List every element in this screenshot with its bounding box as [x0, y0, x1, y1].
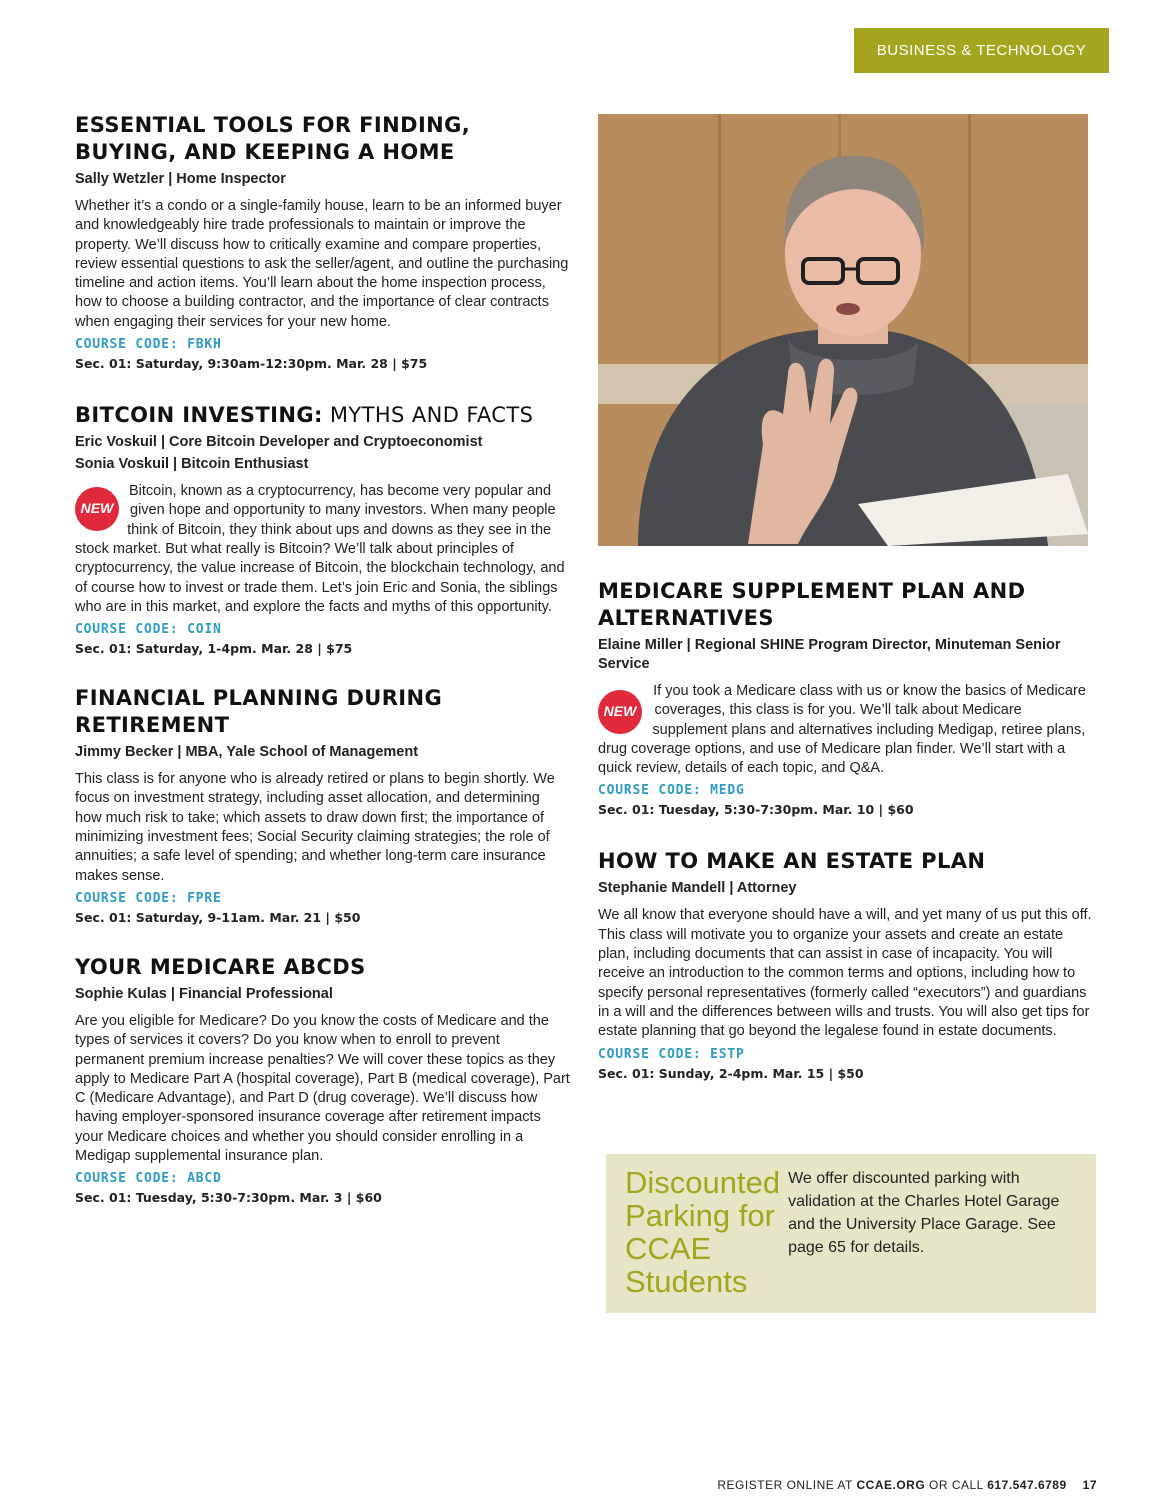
- left-column: [75, 112, 570, 1234]
- course-instructor: Elaine Miller | Regional SHINE Program Director, Minuteman Senior Service: [598, 637, 1061, 672]
- footer-website-link[interactable]: CCAE.ORG: [856, 1478, 926, 1492]
- course-coin: [75, 402, 570, 658]
- course-section: Sec. 01: Sunday, 2-4pm. Mar. 15 | $50: [598, 1065, 864, 1081]
- course-description: If you took a Medicare class with us or know the basics of Medicare coverages, this class is for you. We’ll talk about Medicare supplement plans and alternatives including Medigap, retiree plans, drug coverage options, and use of Medicare plan finder. We’ll start with a quick review, details of each topic, and Q&A.: [598, 683, 1086, 777]
- page-number: 17: [1082, 1478, 1097, 1492]
- new-badge: NEW: [598, 690, 642, 734]
- footer-middle: OR CALL: [925, 1478, 988, 1492]
- course-title: ESSENTIAL TOOLS FOR FINDING, BUYING, AND KEEPING A HOME: [75, 113, 471, 164]
- course-title-bold: BITCOIN INVESTING:: [75, 403, 323, 428]
- course-description-wrap: [598, 682, 1093, 778]
- course-code: COURSE CODE: ESTP: [598, 1046, 745, 1062]
- course-title: FINANCIAL PLANNING DURING RETIREMENT: [75, 686, 443, 738]
- parking-promo: [606, 1154, 1096, 1313]
- course-fbkh: [75, 112, 570, 373]
- course-code: COURSE CODE: MEDG: [598, 783, 745, 799]
- course-title: [75, 402, 570, 429]
- course-code: COURSE CODE: COIN: [75, 622, 222, 638]
- course-description: Are you eligible for Medicare? Do you know the costs of Medicare and the types of services it covers? Do you know when to enroll to prevent permanent premium increase penalties? We will cover these topics as they apply to Medicare Part A (hospital coverage), Part B (medical coverage), Part C (Medicare Advantage), and Part D (drug coverage). We’ll discuss how having employer-sponsored insurance coverage after retirement impacts your Medicare choices and whether you should consider enrolling in a Medigap supplemental insurance plan.: [75, 1012, 570, 1165]
- course-description: Bitcoin, known as a cryptocurrency, has become very popular and given hope and opportunity to many investors. When many people think of Bitcoin, they think about ups and downs as they see in the stock market. But what really is Bitcoin? We’ll talk about principles of cryptocurrency, the value increase of Bitcoin, the blockchain technology, and of course how to invest or trade them. Let’s join Eric and Sonia, the siblings who are in this market, and explore the facts and myths of this opportunity.: [75, 483, 565, 615]
- course-instructor: Sally Wetzler | Home Inspector: [75, 171, 286, 187]
- footer-prefix: REGISTER ONLINE AT: [717, 1478, 857, 1492]
- new-badge: NEW: [75, 487, 119, 531]
- course-instructor: Eric Voskuil | Core Bitcoin Developer and Cryptoeconomist: [75, 434, 483, 451]
- photo-illustration: [598, 114, 1088, 546]
- course-title-light: MYTHS AND FACTS: [322, 403, 534, 428]
- course-code: COURSE CODE: FPRE: [75, 890, 222, 906]
- course-description: This class is for anyone who is already retired or plans to begin shortly. We focus on investment strategy, including asset allocation, and determining how much risk to take; which assets to draw down first; the importance of minimizing investment fees; Social Security claiming strategies; the role of annuities; a safe level of spending; and whether long-term care insurance makes sense.: [75, 771, 555, 884]
- course-title: YOUR MEDICARE ABCDS: [75, 954, 366, 979]
- course-fpre: [75, 685, 570, 927]
- course-section: Sec. 01: Tuesday, 5:30-7:30pm. Mar. 10 | $60: [598, 802, 914, 818]
- course-description: Whether it’s a condo or a single-family house, learn to be an informed buyer and knowledgeably hire trade professionals to maintain or improve the property. We’ll discuss how to critically examine and compare properties, review essential questions to ask the seller/agent, and outline the purchasing timeline and action items. You’ll learn about the home inspection process, how to choose a building contractor, and the importance of clear contracts when engaging their services for your new home.: [75, 198, 569, 330]
- promo-text: We offer discounted parking with validation at the Charles Hotel Garage and the University Place Garage. See page 65 for details.: [788, 1170, 1060, 1256]
- course-section: Sec. 01: Saturday, 1-4pm. Mar. 28 | $75: [75, 641, 353, 657]
- promo-title: Discounted Parking for CCAE Students: [625, 1165, 781, 1299]
- footer-phone[interactable]: 617.547.6789: [987, 1478, 1067, 1492]
- course-title: MEDICARE SUPPLEMENT PLAN AND ALTERNATIVES: [598, 579, 1026, 630]
- course-code: COURSE CODE: ABCD: [75, 1171, 222, 1187]
- course-title: HOW TO MAKE AN ESTATE PLAN: [598, 849, 986, 874]
- course-instructor: Sophie Kulas | Financial Professional: [75, 985, 333, 1002]
- right-column: [598, 578, 1093, 1110]
- course-section: Sec. 01: Saturday, 9:30am-12:30pm. Mar. 28 | $75: [75, 356, 428, 372]
- course-estp: [598, 848, 1093, 1082]
- course-instructor: Stephanie Mandell | Attorney: [598, 880, 797, 897]
- course-abcd: [75, 954, 570, 1207]
- course-section: Sec. 01: Saturday, 9-11am. Mar. 21 | $50: [75, 909, 361, 925]
- course-medg: [598, 578, 1093, 819]
- course-code: COURSE CODE: FBKH: [75, 337, 222, 353]
- section-tag: BUSINESS & TECHNOLOGY: [854, 28, 1109, 73]
- course-description-wrap: [75, 482, 570, 617]
- course-section: Sec. 01: Tuesday, 5:30-7:30pm. Mar. 3 | $60: [75, 1190, 382, 1206]
- course-instructor-2: Sonia Voskuil | Bitcoin Enthusiast: [75, 456, 309, 473]
- page-footer: [717, 1478, 1097, 1492]
- course-description: We all know that everyone should have a will, and yet many of us put this off. This class will motivate you to organize your assets and create an estate plan, including documents that can assist in case of incapacity. You will receive an introduction to the common terms and options, including how to specify personal representatives (formerly called “executors”) and guardians in a will and the differences between wills and trusts. You will also get tips for estate planning that go beyond the legalese found in estate documents.: [598, 907, 1092, 1040]
- course-instructor: Jimmy Becker | MBA, Yale School of Management: [75, 744, 419, 761]
- instructor-photo: [598, 114, 1088, 546]
